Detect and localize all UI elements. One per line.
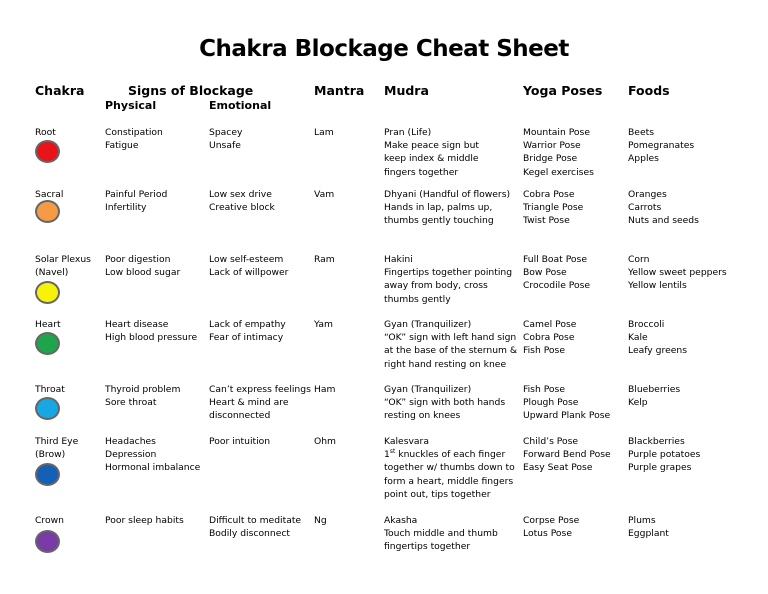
mudra-line: Make peace sign but [384, 140, 480, 152]
chakra-name-third-eye-line: (Brow) [35, 449, 66, 461]
yoga-poses-line: Lotus Pose [523, 528, 572, 540]
mudra-line: keep index & middle [384, 153, 479, 165]
emotional-signs [209, 126, 242, 152]
chakra-name-sacral-line: Sacral [35, 189, 64, 200]
mantra-line: Ram [314, 254, 335, 265]
foods [628, 383, 680, 409]
emotional-signs [209, 188, 275, 214]
yoga-poses [523, 188, 583, 228]
yoga-poses-line: Fish Pose [523, 345, 565, 357]
physical-signs [105, 514, 184, 527]
physical-signs-line: Low blood sugar [105, 267, 181, 279]
chakra-color-circle [35, 200, 60, 223]
mantra [314, 318, 333, 331]
yoga-poses-line: Twist Pose [523, 215, 570, 227]
chakra-name-root [35, 126, 56, 139]
mudra-line: away from body, cross [384, 280, 488, 292]
emotional-signs-line: Heart & mind are [209, 397, 289, 409]
emotional-signs-line: Low self-esteem [209, 254, 284, 265]
yoga-poses-line: Upward Plank Pose [523, 410, 611, 422]
yoga-poses-line: Easy Seat Pose [523, 462, 593, 474]
foods [628, 318, 687, 358]
yoga-poses-line: Fish Pose [523, 384, 565, 395]
yoga-poses [523, 514, 579, 540]
emotional-signs [209, 383, 311, 423]
mudra-line: Akasha [384, 515, 418, 526]
emotional-signs-line: Bodily disconnect [209, 528, 291, 540]
emotional-signs-line: Unsafe [209, 140, 241, 152]
mudra-line: right hand resting on knee [384, 358, 507, 370]
mudra-line: Kalesvara [384, 436, 429, 447]
header-signs-of-blockage: Signs of Blockage [128, 83, 254, 98]
chakra-color-circle [35, 140, 60, 163]
foods [628, 514, 669, 540]
chakra-name-solar-plexus-line: (Navel) [35, 267, 69, 279]
physical-signs-line: Fatigue [105, 140, 139, 152]
chakra-name-throat [35, 383, 65, 396]
yoga-poses-line: Bridge Pose [523, 153, 578, 165]
foods-line: Carrots [628, 202, 662, 214]
emotional-signs-line: Poor intuition [209, 436, 271, 447]
mudra [384, 435, 515, 501]
mudra-line: together w/ thumbs down to [384, 462, 515, 474]
chakra-name-solar-plexus-line: Solar Plexus [35, 254, 91, 265]
mudra-line: “OK” sign with left hand sign [384, 332, 517, 344]
header-chakra: Chakra [35, 83, 85, 98]
mudra-line: thumbs gently [384, 293, 451, 305]
chakra-name-crown [35, 514, 64, 527]
yoga-poses-line: Camel Pose [523, 319, 577, 330]
yoga-poses [523, 318, 576, 358]
physical-signs [105, 318, 197, 344]
yoga-poses-line: Child’s Pose [523, 436, 579, 447]
mudra-line: Fingertips together pointing [384, 267, 513, 279]
mudra-line: Gyan (Tranquilizer) [384, 384, 472, 395]
physical-signs [105, 188, 167, 214]
mudra [384, 188, 510, 228]
header-foods: Foods [628, 83, 670, 98]
emotional-signs-line: Fear of intimacy [209, 332, 284, 344]
chakra-name-third-eye [35, 435, 78, 461]
physical-signs [105, 383, 180, 409]
chakra-color-circle [35, 332, 60, 355]
chakra-name-solar-plexus [35, 253, 91, 279]
emotional-signs [209, 514, 301, 540]
yoga-poses-line: Warrior Pose [523, 140, 581, 152]
mantra [314, 435, 336, 448]
yoga-poses-line: Forward Bend Pose [523, 449, 611, 461]
foods-line: Plums [628, 515, 656, 526]
physical-signs-line: Poor digestion [105, 254, 171, 265]
emotional-signs-line: Can’t express feelings [209, 384, 311, 395]
chakra-color-circle [35, 530, 60, 553]
yoga-poses-line: Cobra Pose [523, 189, 575, 200]
emotional-signs-line: Creative block [209, 202, 275, 214]
foods-line: Purple potatoes [628, 449, 701, 461]
yoga-poses-line: Crocodile Pose [523, 280, 591, 292]
yoga-poses [523, 383, 610, 423]
physical-signs [105, 253, 180, 279]
mudra-line: Dhyani (Handful of flowers) [384, 189, 511, 200]
mudra-line: Hands in lap, palms up, [384, 202, 493, 214]
foods-line: Kale [628, 332, 648, 344]
mudra-line: Gyan (Tranquilizer) [384, 319, 472, 330]
mudra [384, 318, 517, 371]
foods-line: Yellow sweet peppers [628, 267, 727, 279]
yoga-poses-line: Cobra Pose [523, 332, 575, 344]
foods-line: Corn [628, 254, 650, 265]
yoga-poses-line: Plough Pose [523, 397, 579, 409]
yoga-poses-line: Kegel exercises [523, 166, 594, 178]
mudra [384, 253, 512, 306]
chakra-color-circle [35, 463, 60, 486]
physical-signs-line: Painful Period [105, 189, 168, 200]
mudra-line: “OK” sign with both hands [384, 397, 506, 409]
foods-line: Kelp [628, 397, 648, 409]
mudra [384, 514, 498, 554]
emotional-signs-line: Lack of willpower [209, 267, 289, 279]
emotional-signs [209, 318, 286, 344]
mudra [384, 126, 479, 179]
emotional-signs-line: disconnected [209, 410, 271, 422]
mudra-line: Touch middle and thumb [384, 528, 498, 540]
mantra-line: Vam [314, 189, 335, 200]
foods-line: Blueberries [628, 384, 681, 395]
mudra-line: resting on knees [384, 410, 461, 422]
mudra-line: fingertips together [384, 541, 471, 553]
physical-signs-line: Sore throat [105, 397, 157, 409]
yoga-poses [523, 435, 611, 475]
chakra-name-third-eye-line: Third Eye [35, 436, 79, 447]
emotional-signs-line: Spacey [209, 127, 243, 138]
foods-line: Blackberries [628, 436, 685, 447]
emotional-signs-line: Low sex drive [209, 189, 272, 200]
mantra-line: Ham [314, 384, 336, 395]
foods-line: Apples [628, 153, 659, 165]
physical-signs [105, 126, 163, 152]
physical-signs [105, 435, 200, 475]
mudra-line: at the base of the sternum & [384, 345, 518, 357]
foods-line: Purple grapes [628, 462, 692, 474]
yoga-poses [523, 126, 594, 179]
mantra [314, 253, 335, 266]
emotional-signs-line: Lack of empathy [209, 319, 286, 330]
header-mudra: Mudra [384, 83, 429, 98]
yoga-poses-line: Bow Pose [523, 267, 567, 279]
chakra-name-heart-line: Heart [35, 319, 61, 330]
yoga-poses-line: Corpse Pose [523, 515, 580, 526]
physical-signs-line: Thyroid problem [105, 384, 181, 395]
chakra-name-crown-line: Crown [35, 515, 64, 526]
physical-signs-line: Headaches [105, 436, 156, 447]
foods-line: Eggplant [628, 528, 669, 540]
physical-signs-line: Poor sleep habits [105, 515, 184, 526]
foods-line: Pomegranates [628, 140, 695, 152]
mantra [314, 126, 334, 139]
foods [628, 435, 700, 475]
emotional-signs-line: Difficult to meditate [209, 515, 302, 526]
subheader-physical: Physical [105, 99, 157, 112]
physical-signs-line: Heart disease [105, 319, 169, 330]
mantra [314, 188, 334, 201]
physical-signs-line: Constipation [105, 127, 163, 138]
foods-line: Leafy greens [628, 345, 687, 357]
mudra-line: Hakini [384, 254, 413, 265]
mudra-line: form a heart, middle fingers [384, 475, 514, 487]
physical-signs-line: Depression [105, 449, 157, 461]
foods-line: Broccoli [628, 319, 665, 330]
chakra-color-circle [35, 281, 60, 304]
yoga-poses-line: Triangle Pose [523, 202, 584, 214]
mudra [384, 383, 505, 423]
mudra-line: fingers together [384, 166, 459, 178]
foods [628, 188, 699, 228]
mantra-line: Ohm [314, 436, 337, 447]
emotional-signs [209, 253, 288, 279]
foods [628, 126, 694, 166]
chakra-name-heart [35, 318, 61, 331]
foods-line: Beets [628, 127, 654, 138]
chakra-name-root-line: Root [35, 127, 56, 138]
header-yoga-poses: Yoga Poses [523, 83, 603, 98]
emotional-signs [209, 435, 270, 448]
foods-line: Nuts and seeds [628, 215, 699, 227]
mantra [314, 514, 327, 527]
chakra-name-throat-line: Throat [35, 384, 65, 395]
yoga-poses-line: Mountain Pose [523, 127, 590, 138]
mantra-line: Yam [314, 319, 333, 330]
mudra-line: point out, tips together [384, 488, 491, 500]
mantra-line: Lam [314, 127, 334, 138]
foods [628, 253, 727, 293]
mantra [314, 383, 336, 396]
yoga-poses-line: Full Boat Pose [523, 254, 587, 265]
mudra-line: Pran (Life) [384, 127, 432, 138]
foods-line: Yellow lentils [628, 280, 687, 292]
yoga-poses [523, 253, 590, 293]
physical-signs-line: Infertility [105, 202, 147, 214]
subheader-emotional: Emotional [209, 99, 272, 112]
foods-line: Oranges [628, 189, 667, 200]
physical-signs-line: High blood pressure [105, 332, 198, 344]
mudra-line: 1st knuckles of each finger [384, 448, 506, 461]
mudra-line: thumbs gently touching [384, 215, 494, 227]
physical-signs-line: Hormonal imbalance [105, 462, 201, 474]
page-title: Chakra Blockage Cheat Sheet [199, 36, 569, 62]
header-mantra: Mantra [314, 83, 365, 98]
chakra-color-circle [35, 397, 60, 420]
mantra-line: Ng [314, 515, 327, 526]
